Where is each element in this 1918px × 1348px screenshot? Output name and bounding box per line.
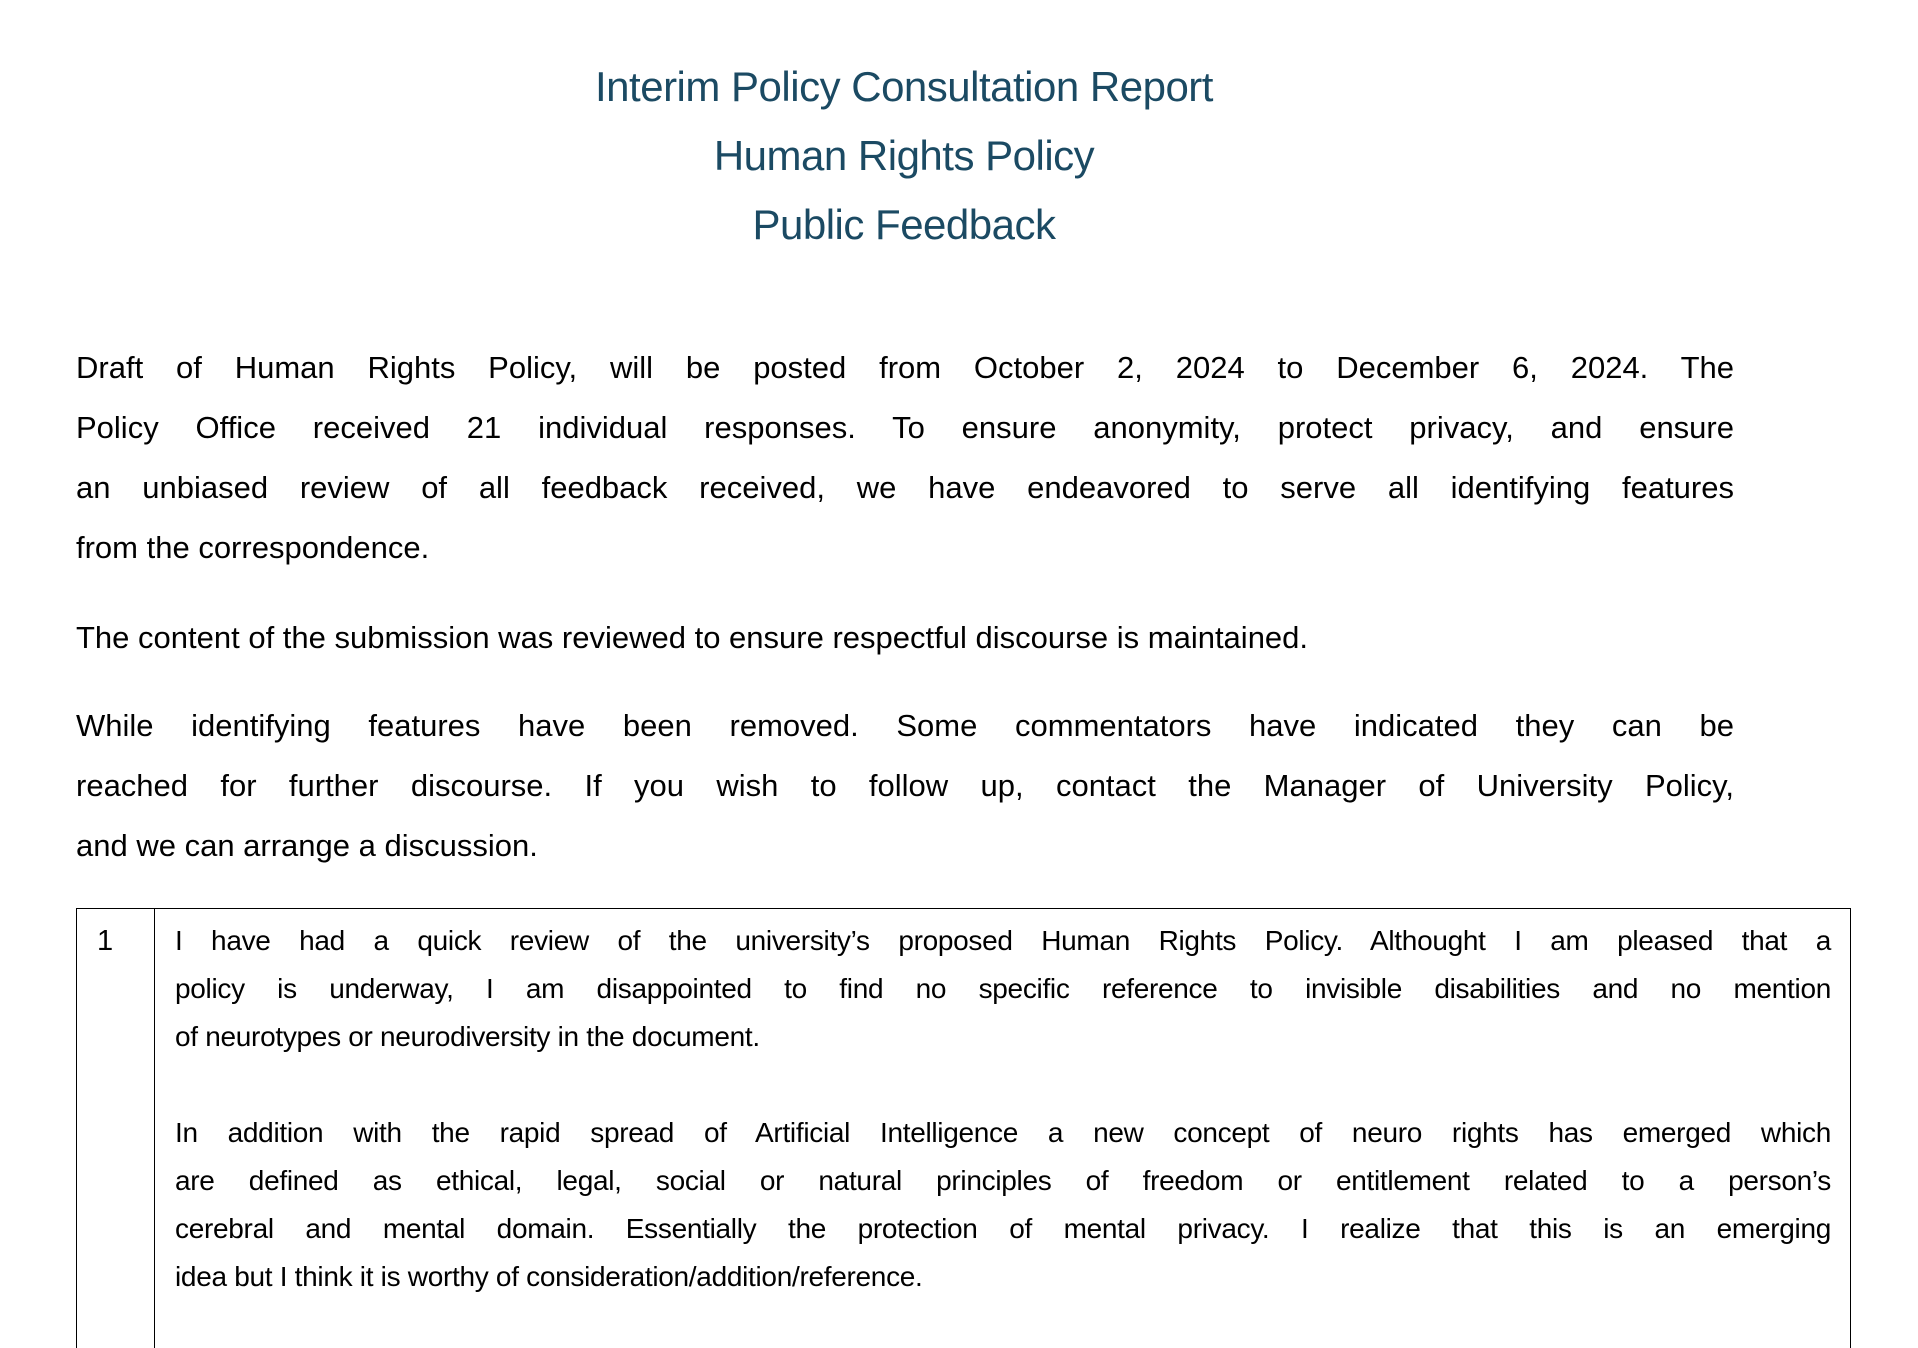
text-line: While identifying features have been removed. Some commentators have indicated they can be: [76, 708, 1734, 743]
text-line: Policy Office received 21 individual responses. To ensure anonymity, protect privacy, and ensure: [76, 410, 1734, 445]
text-line: from the correspondence.: [76, 530, 430, 565]
intro-paragraph-2: [76, 608, 1734, 668]
intro-paragraph-3: [76, 696, 1734, 876]
text-line: an unbiased review of all feedback received, we have endeavored to serve all identifying features: [76, 470, 1734, 505]
intro-paragraph-1: [76, 338, 1734, 578]
text-line: are defined as ethical, legal, social or natural principles of freedom or entitlement related to a person’s: [175, 1165, 1831, 1196]
feedback-table: [76, 908, 1851, 1348]
text-line: policy is underway, I am disappointed to find no specific reference to invisible disabilities and no mention: [175, 973, 1831, 1004]
title-line-3: Public Feedback: [752, 201, 1056, 248]
response-number-cell: [77, 909, 155, 1348]
text-line: I have had a quick review of the university’s proposed Human Rights Policy. Althought I am pleased that a: [175, 925, 1831, 956]
title-line-1: Interim Policy Consultation Report: [595, 63, 1213, 110]
text-line: and we can arrange a discussion.: [76, 828, 538, 863]
text-line: idea but I think it is worthy of consideration/addition/reference.: [175, 1261, 923, 1292]
text-line: reached for further discourse. If you wish to follow up, contact the Manager of University Policy,: [76, 768, 1734, 803]
text-line: The content of the submission was reviewed to ensure respectful discourse is maintained.: [76, 620, 1309, 655]
title-line-2: Human Rights Policy: [713, 132, 1095, 179]
text-line: In addition with the rapid spread of Artificial Intelligence a new concept of neuro rights has emerged which: [175, 1117, 1831, 1148]
response-text-cell: [175, 917, 1831, 1301]
text-line: Draft of Human Rights Policy, will be posted from October 2, 2024 to December 6, 2024. The: [76, 350, 1734, 385]
response-number: 1: [97, 925, 114, 957]
text-line: of neurotypes or neurodiversity in the document.: [175, 1021, 760, 1052]
document-title: [0, 52, 1808, 259]
text-line: cerebral and mental domain. Essentially the protection of mental privacy. I realize that this is an emerging: [175, 1213, 1831, 1244]
